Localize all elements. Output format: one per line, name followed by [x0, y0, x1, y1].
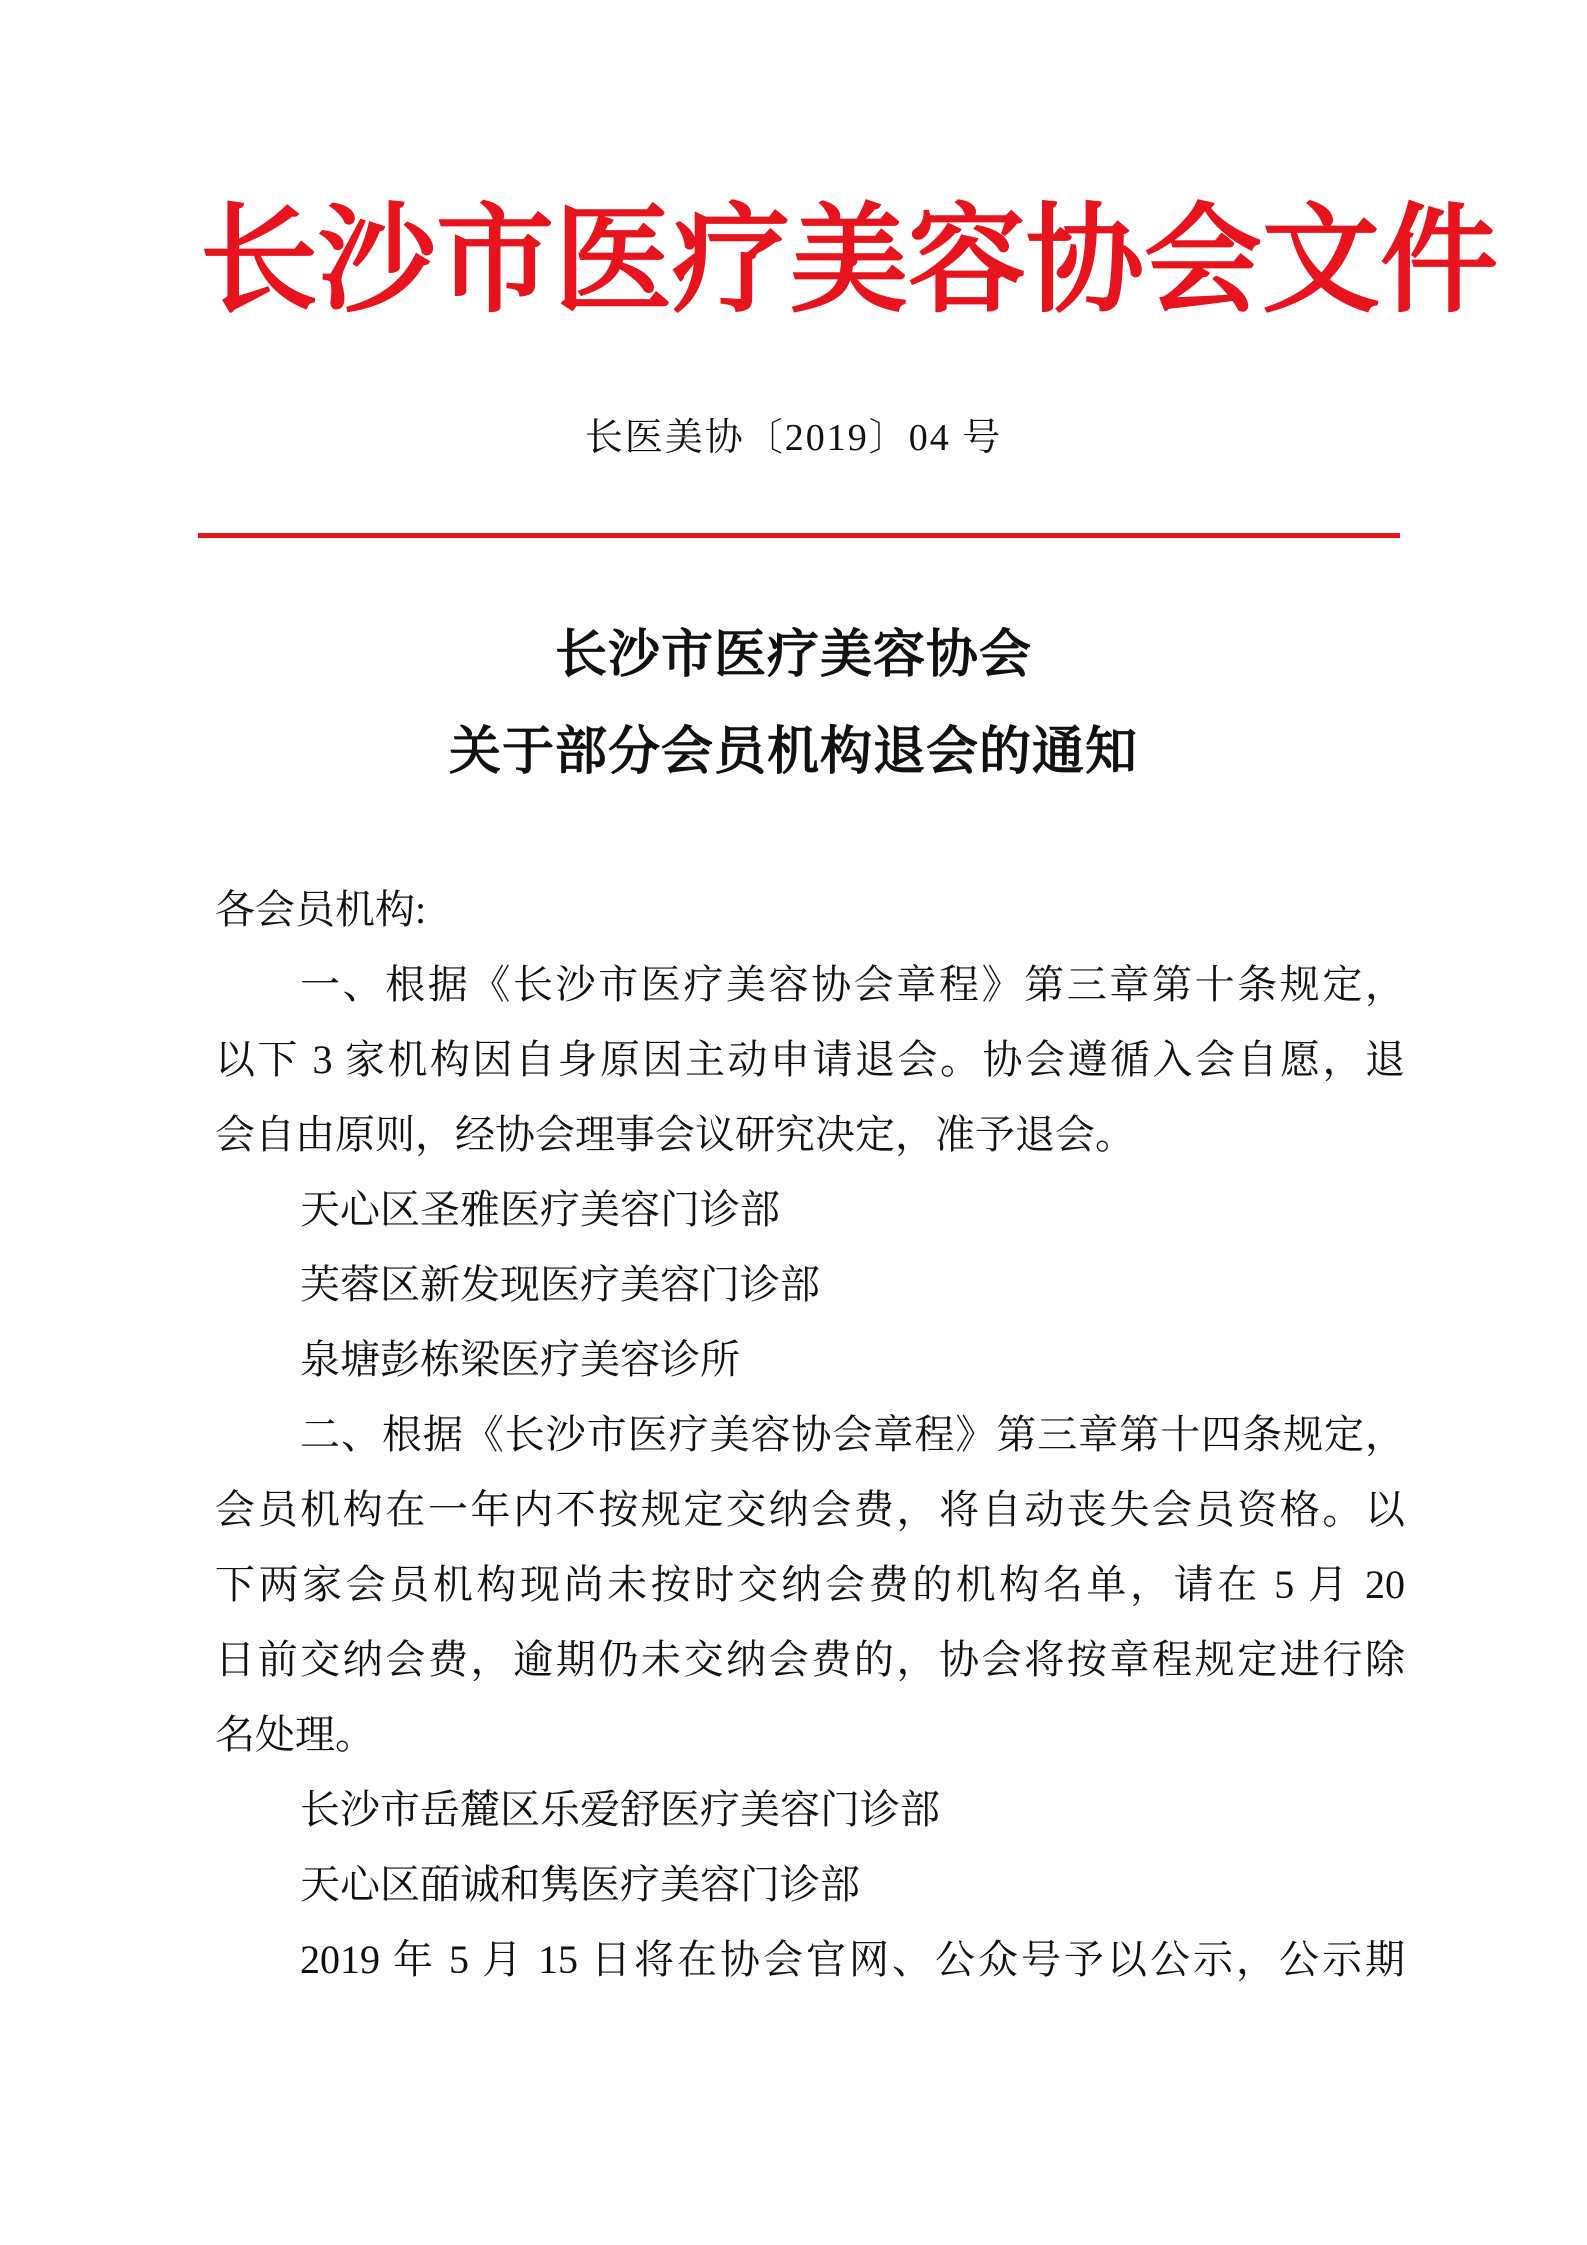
- final-line: 2019 年 5 月 15 日将在协会官网、公众号予以公示，公示期: [300, 1937, 1405, 1982]
- section2-line: 会员机构在一年内不按规定交纳会费，将自动丧失会员资格。以: [215, 1487, 1405, 1532]
- withdrawn-institution: 天心区圣雅医疗美容门诊部: [300, 1187, 780, 1232]
- salutation: 各会员机构:: [215, 887, 427, 932]
- org-title: 长沙市医疗美容协会文件: [200, 190, 1499, 329]
- section1-line: 会自由原则，经协会理事会议研究决定，准予退会。: [215, 1112, 1135, 1157]
- section1-line: 一、根据《长沙市医疗美容协会章程》第三章第十条规定，: [300, 962, 1405, 1007]
- doc-number: 长医美协〔2019〕04 号: [584, 417, 1003, 459]
- section2-line: 二、根据《长沙市医疗美容协会章程》第三章第十四条规定，: [300, 1412, 1405, 1457]
- section2-line: 日前交纳会费，逾期仍未交纳会费的，协会将按章程规定进行除: [215, 1637, 1405, 1682]
- unpaid-institution: 天心区皕诚和隽医疗美容门诊部: [300, 1862, 860, 1907]
- withdrawn-institution: 芙蓉区新发现医疗美容门诊部: [300, 1262, 820, 1307]
- section2-line: 名处理。: [215, 1712, 375, 1757]
- unpaid-institution: 长沙市岳麓区乐爱舒医疗美容门诊部: [300, 1787, 940, 1832]
- red-divider: [198, 533, 1400, 538]
- notice-title-line2: 关于部分会员机构退会的通知: [448, 721, 1138, 782]
- section2-line: 下两家会员机构现尚未按时交纳会费的机构名单，请在 5 月 20: [215, 1562, 1405, 1607]
- withdrawn-institution: 泉塘彭栋梁医疗美容诊所: [300, 1337, 740, 1382]
- section1-line: 以下 3 家机构因自身原因主动申请退会。协会遵循入会自愿，退: [215, 1037, 1405, 1082]
- notice-title-line1: 长沙市医疗美容协会: [554, 624, 1032, 685]
